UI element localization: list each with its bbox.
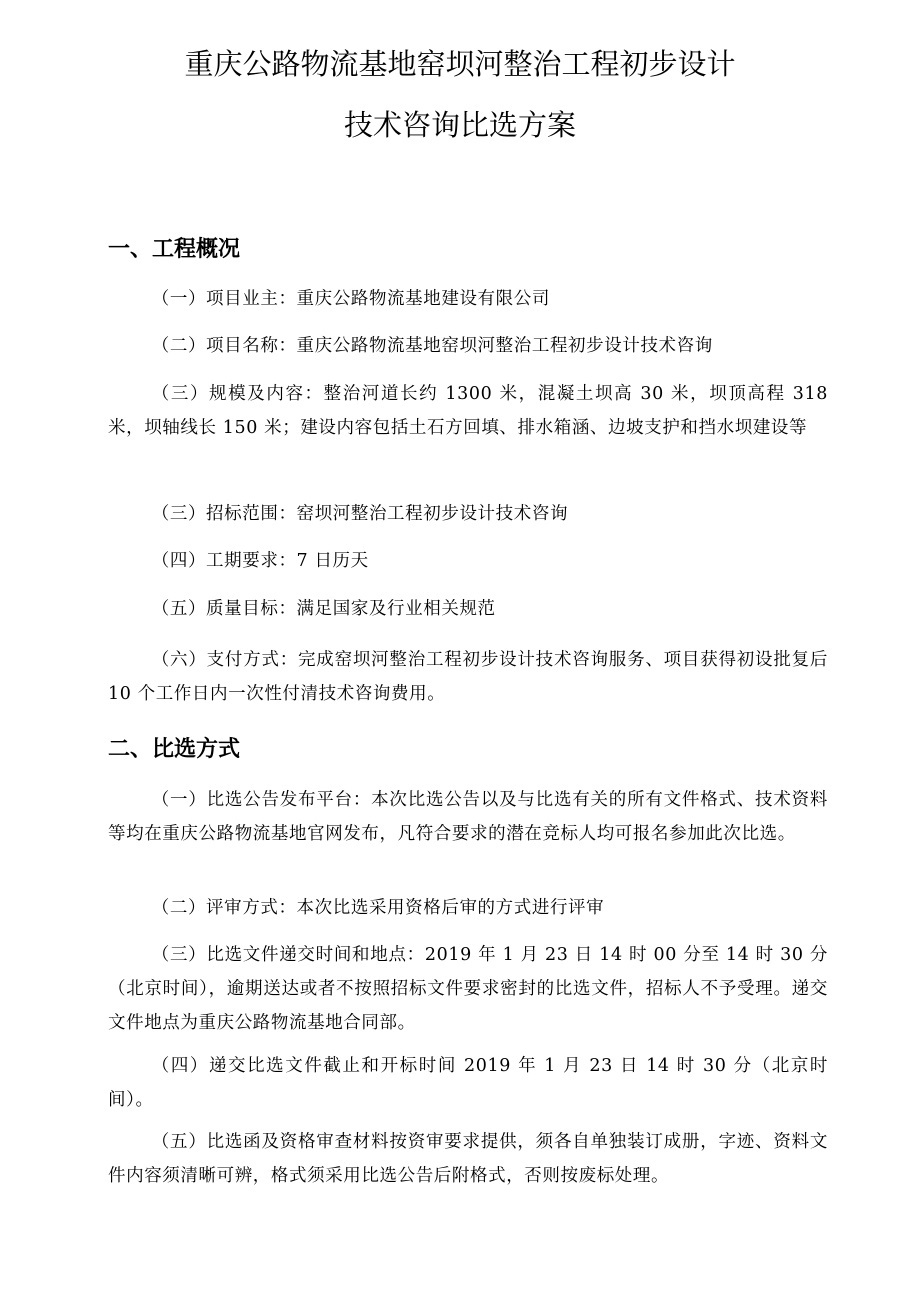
paragraph-deadline-and-opening: （四）递交比选文件截止和开标时间 2019 年 1 月 23 日 14 时 30 分（北京时间）。 bbox=[108, 1056, 828, 1110]
section-heading-project-overview: 一、工程概况 bbox=[108, 237, 241, 262]
paragraph-scale-and-content: （三）规模及内容：整治河道长约 1300 米，混凝土坝高 30 米，坝顶高程 318 米，坝轴线长 150 米；建设内容包括土石方回填、排水箱涵、边坡支护和挡水坝建设等 bbox=[108, 384, 828, 438]
paragraph-project-name: （二）项目名称：重庆公路物流基地窑坝河整治工程初步设计技术咨询 bbox=[151, 336, 713, 356]
paragraph-payment-method: （六）支付方式：完成窑坝河整治工程初步设计技术咨询服务、项目获得初设批复后 10 个工作日内一次性付清技术咨询费用。 bbox=[108, 650, 828, 704]
paragraph-schedule: （四）工期要求：7 日历天 bbox=[151, 551, 369, 571]
paragraph-review-method: （二）评审方式：本次比选采用资格后审的方式进行评审 bbox=[151, 898, 605, 918]
paragraph-binding-requirements: （五）比选函及资格审查材料按资审要求提供，须各自单独装订成册，字迹、资料文件内容须清晰可辨，格式须采用比选公告后附格式，否则按废标处理。 bbox=[108, 1132, 828, 1186]
paragraph-quality-target: （五）质量目标：满足国家及行业相关规范 bbox=[151, 599, 496, 619]
paragraph-bidding-scope: （三）招标范围：窑坝河整治工程初步设计技术咨询 bbox=[151, 504, 569, 524]
paragraph-submission-time-place: （三）比选文件递交时间和地点：2019 年 1 月 23 日 14 时 00 分至 14 时 30 分（北京时间），逾期送达或者不按照招标文件要求密封的比选文件，招标人不予受理。递交文件地点为重庆公路物流基地合同部。 bbox=[108, 945, 828, 1033]
document-title-line2: 技术咨询比选方案 bbox=[343, 108, 576, 142]
document-title-line1: 重庆公路物流基地窑坝河整治工程初步设计 bbox=[184, 47, 736, 81]
section-heading-selection-method: 二、比选方式 bbox=[108, 737, 241, 762]
paragraph-publication-platform: （一）比选公告发布平台：本次比选公告以及与比选有关的所有文件格式、技术资料等均在重庆公路物流基地官网发布，凡符合要求的潜在竞标人均可报名参加此次比选。 bbox=[108, 790, 828, 844]
paragraph-project-owner: （一）项目业主：重庆公路物流基地建设有限公司 bbox=[151, 289, 550, 309]
